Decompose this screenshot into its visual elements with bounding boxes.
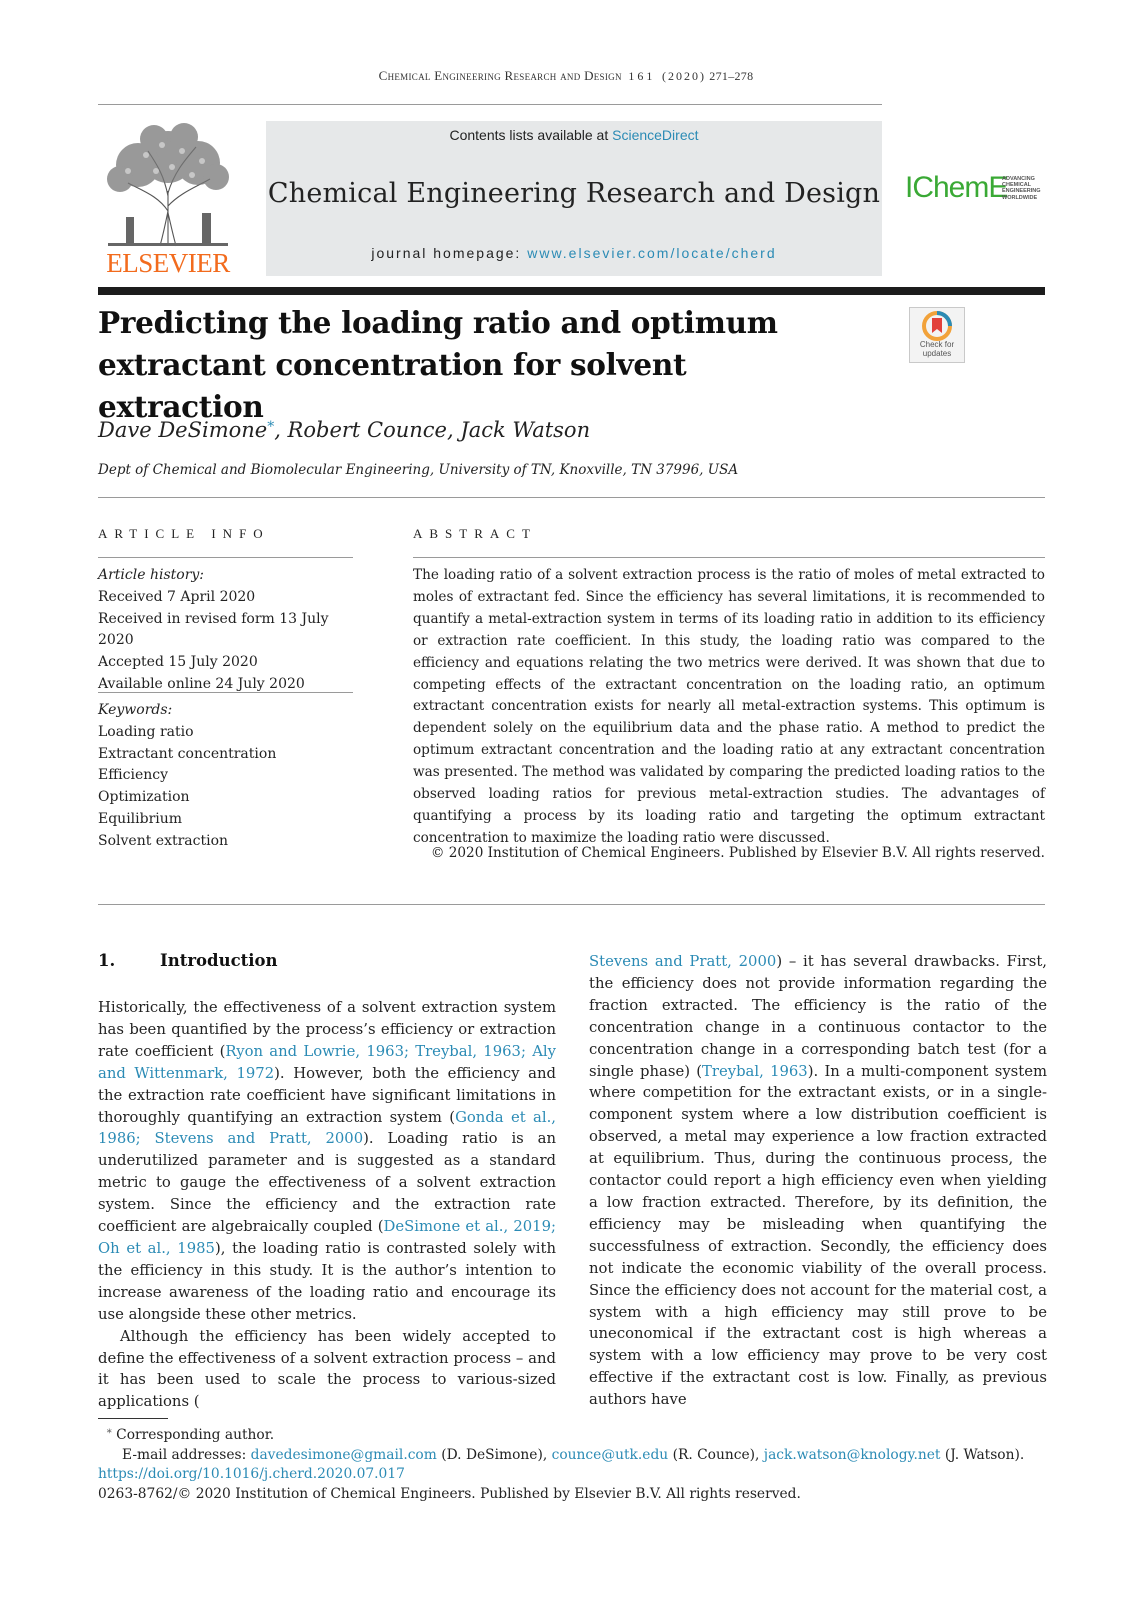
- text-run: ). In a multi-component system where competition for the extractant exists, or in a single-component system where a low distribution coefficient is observed, a metal may experience a low fraction extracted at equilibrium. Thus, during the continuous process, the contactor could report a high efficiency even when yielding a low fraction extracted. Therefore, by its definition, the efficiency may be misleading when quantifying the successfulness of extraction. Secondly, the efficiency does not indicate the economic viability of the overall process. Since the efficiency does not account for the material cost, a system with a high efficiency may still prove to be uneconomical if the extractant cost is high whereas a system with a low efficiency may prove to be very cost effective if the extractant cost is low. Finally, as previous authors have: [589, 1062, 1048, 1409]
- keyword-item: Optimization: [98, 789, 190, 806]
- citation-link[interactable]: Gonda et al., 1986; Stevens and Pratt, 2000: [98, 1108, 556, 1148]
- homepage-line: [266, 245, 882, 261]
- icheme-logo: [905, 172, 1045, 208]
- elsevier-logo: [98, 121, 238, 277]
- footnote-rule: [98, 1418, 168, 1419]
- title-line-1: Predicting the loading ratio and optimum: [98, 305, 778, 340]
- keywords: [98, 700, 358, 853]
- email-owner: (R. Counce),: [668, 1446, 764, 1463]
- text-run: ). However, both the efficiency and the extraction rate coefficient have significant limitations in thoroughly quantifying an extraction system (: [98, 1064, 556, 1126]
- history-received: Received 7 April 2020: [98, 588, 256, 605]
- corresponding-author-star[interactable]: *: [267, 419, 275, 435]
- keyword-item: Efficiency: [98, 767, 169, 784]
- divider-rule: [98, 497, 1045, 498]
- title-thick-rule: [98, 287, 1045, 295]
- article-info-header: ARTICLE INFO: [98, 526, 270, 541]
- check-for-updates-badge[interactable]: [909, 307, 965, 363]
- text-run: ) – it has several drawbacks. First, the efficiency does not provide information regarding the fraction extracted. The efficiency is the ratio of the concentration change in a continuous contactor to the concentration change in a corresponding batch test (for a single phase) (: [589, 953, 1047, 1080]
- abstract-copyright: © 2020 Institution of Chemical Engineers. Published by Elsevier B.V. All rights reserved.: [430, 845, 1045, 861]
- paper-title: [98, 302, 858, 428]
- email-link[interactable]: jack.watson@knology.net: [763, 1446, 941, 1463]
- author-desimone[interactable]: Dave DeSimone: [98, 418, 268, 442]
- citation-link[interactable]: Stevens and Pratt, 2000: [589, 953, 777, 970]
- keyword-item: Loading ratio: [98, 723, 194, 740]
- elsevier-wordmark: ELSEVIER: [106, 248, 230, 278]
- section-title: Introduction: [160, 951, 278, 970]
- text-run: ), the loading ratio is contrasted solely with the efficiency in this study. It is the author’s intention to increase awareness of the loading ratio and encourage its use alongside these other metrics.: [98, 1239, 557, 1323]
- icheme-wordmark: IChemE: [905, 171, 1008, 204]
- homepage-prefix: journal homepage:: [371, 245, 528, 261]
- running-head-journal: Chemical Engineering Research and Design: [378, 68, 622, 83]
- corresponding-label: Corresponding author.: [116, 1427, 275, 1443]
- email-owner: (J. Watson).: [940, 1446, 1025, 1463]
- authors: [98, 418, 590, 442]
- intro-paragraph-2-start: [98, 1326, 556, 1414]
- abstract-header: ABSTRACT: [413, 526, 537, 541]
- history-label: Article history:: [98, 567, 205, 583]
- article-info-rule: [98, 557, 353, 558]
- issn-copyright: 0263-8762/© 2020 Institution of Chemical Engineers. Published by Elsevier B.V. All rights reserved.: [98, 1485, 801, 1502]
- contents-line: [266, 127, 882, 143]
- title-line-2: extractant concentration for solvent extraction: [98, 347, 687, 424]
- text-run: Although the efficiency has been widely accepted to define the effectiveness of a solvent extraction process – and it has been used to scale the process to various-sized applications (: [98, 1327, 556, 1411]
- journal-title[interactable]: Chemical Engineering Research and Design: [267, 178, 881, 209]
- sciencedirect-link[interactable]: ScienceDirect: [612, 127, 699, 143]
- keyword-item: Extractant concentration: [98, 745, 277, 762]
- running-head-pages: 271–278: [709, 69, 754, 83]
- citation-link[interactable]: Ryon and Lowrie, 1963; Treybal, 1963; Aly and Wittenmark, 1972: [98, 1042, 556, 1082]
- email-owner: (D. DeSimone),: [436, 1446, 552, 1463]
- history-revised: Received in revised form 13 July 2020: [98, 610, 329, 649]
- icheme-tagline: ADVANCING CHEMICAL ENGINEERING WORLDWIDE: [1002, 176, 1041, 201]
- keyword-item: Equilibrium: [98, 810, 183, 827]
- intro-paragraph-2-cont: [589, 951, 1047, 1411]
- text-run: Historically, the effectiveness of a solvent extraction system has been quantified by the process’s efficiency or extraction rate coefficient (: [98, 999, 556, 1060]
- abstract-rule: [413, 557, 1045, 558]
- check-updates-icon: [921, 311, 953, 341]
- keywords-label: Keywords:: [98, 702, 173, 718]
- history-online: Available online 24 July 2020: [98, 675, 305, 692]
- footnote-star: *: [106, 1428, 112, 1439]
- email-link[interactable]: counce@utk.edu: [551, 1446, 669, 1463]
- running-head-volume: 161: [628, 69, 656, 83]
- citation-link[interactable]: Treybal, 1963: [702, 1062, 808, 1080]
- running-head: [0, 68, 1132, 84]
- check-updates-label: Check for updates: [919, 340, 955, 358]
- email-label: E-mail addresses:: [122, 1446, 251, 1463]
- divider-rule: [98, 904, 1045, 905]
- body-column-left: [98, 997, 556, 1413]
- intro-paragraph-1: [98, 997, 556, 1326]
- doi-link[interactable]: https://doi.org/10.1016/j.cherd.2020.07.017: [98, 1466, 405, 1483]
- citation-link[interactable]: DeSimone et al., 2019; Oh et al., 1985: [98, 1218, 556, 1257]
- section-number: 1.: [98, 951, 116, 970]
- journal-banner: [266, 121, 882, 276]
- header-rule: [98, 104, 882, 105]
- elsevier-tree-icon: [98, 121, 238, 249]
- affiliation: Dept of Chemical and Biomolecular Engineering, University of TN, Knoxville, TN 37996, USA: [98, 462, 739, 478]
- email-addresses: [98, 1446, 1048, 1466]
- section-heading-introduction: [98, 951, 278, 970]
- homepage-link[interactable]: www.elsevier.com/locate/cherd: [527, 245, 777, 261]
- article-history: [98, 565, 358, 696]
- body-column-right: [589, 951, 1047, 1411]
- running-head-year: (2020): [661, 69, 706, 83]
- keyword-item: Solvent extraction: [98, 832, 229, 849]
- email-link[interactable]: davedesimone@gmail.com: [250, 1446, 437, 1463]
- authors-rest: , Robert Counce, Jack Watson: [274, 418, 591, 442]
- corresponding-author-note: [98, 1424, 1048, 1446]
- history-accepted: Accepted 15 July 2020: [98, 654, 258, 671]
- footnotes: [98, 1424, 1048, 1504]
- abstract-text: The loading ratio of a solvent extraction process is the ratio of moles of metal extracted to moles of extractant fed. Since the efficiency has several limitations, it is recommended to quantify a metal-extraction system in terms of its loading ratio in addition to its efficiency or extraction rate coefficient. In this study, the loading ratio was compared to the efficiency and equations relating the two metrics were derived. It was shown that due to competing effects of the extractant concentration on the loading ratio, an optimum extractant concentration exists for nearly all metal-extraction systems. This optimum is dependent solely on the equilibrium data and the phase ratio. A method to predict the optimum extractant concentration and the loading ratio at any extractant concentration was presented. The method was validated by comparing the predicted loading ratios to the observed loading ratios for previous metal-extraction studies. The advantages of quantifying a process by its loading ratio and targeting the optimum extractant concentration to maximize the loading ratio were discussed.: [413, 567, 1045, 846]
- contents-prefix: Contents lists available at: [449, 127, 613, 143]
- text-run: ). Loading ratio is an underutilized parameter and is suggested as a standard metric to gauge the effectiveness of a solvent extraction system. Since the efficiency and the extraction rate coefficient are algebraically coupled (: [98, 1130, 556, 1236]
- keywords-rule: [98, 692, 353, 693]
